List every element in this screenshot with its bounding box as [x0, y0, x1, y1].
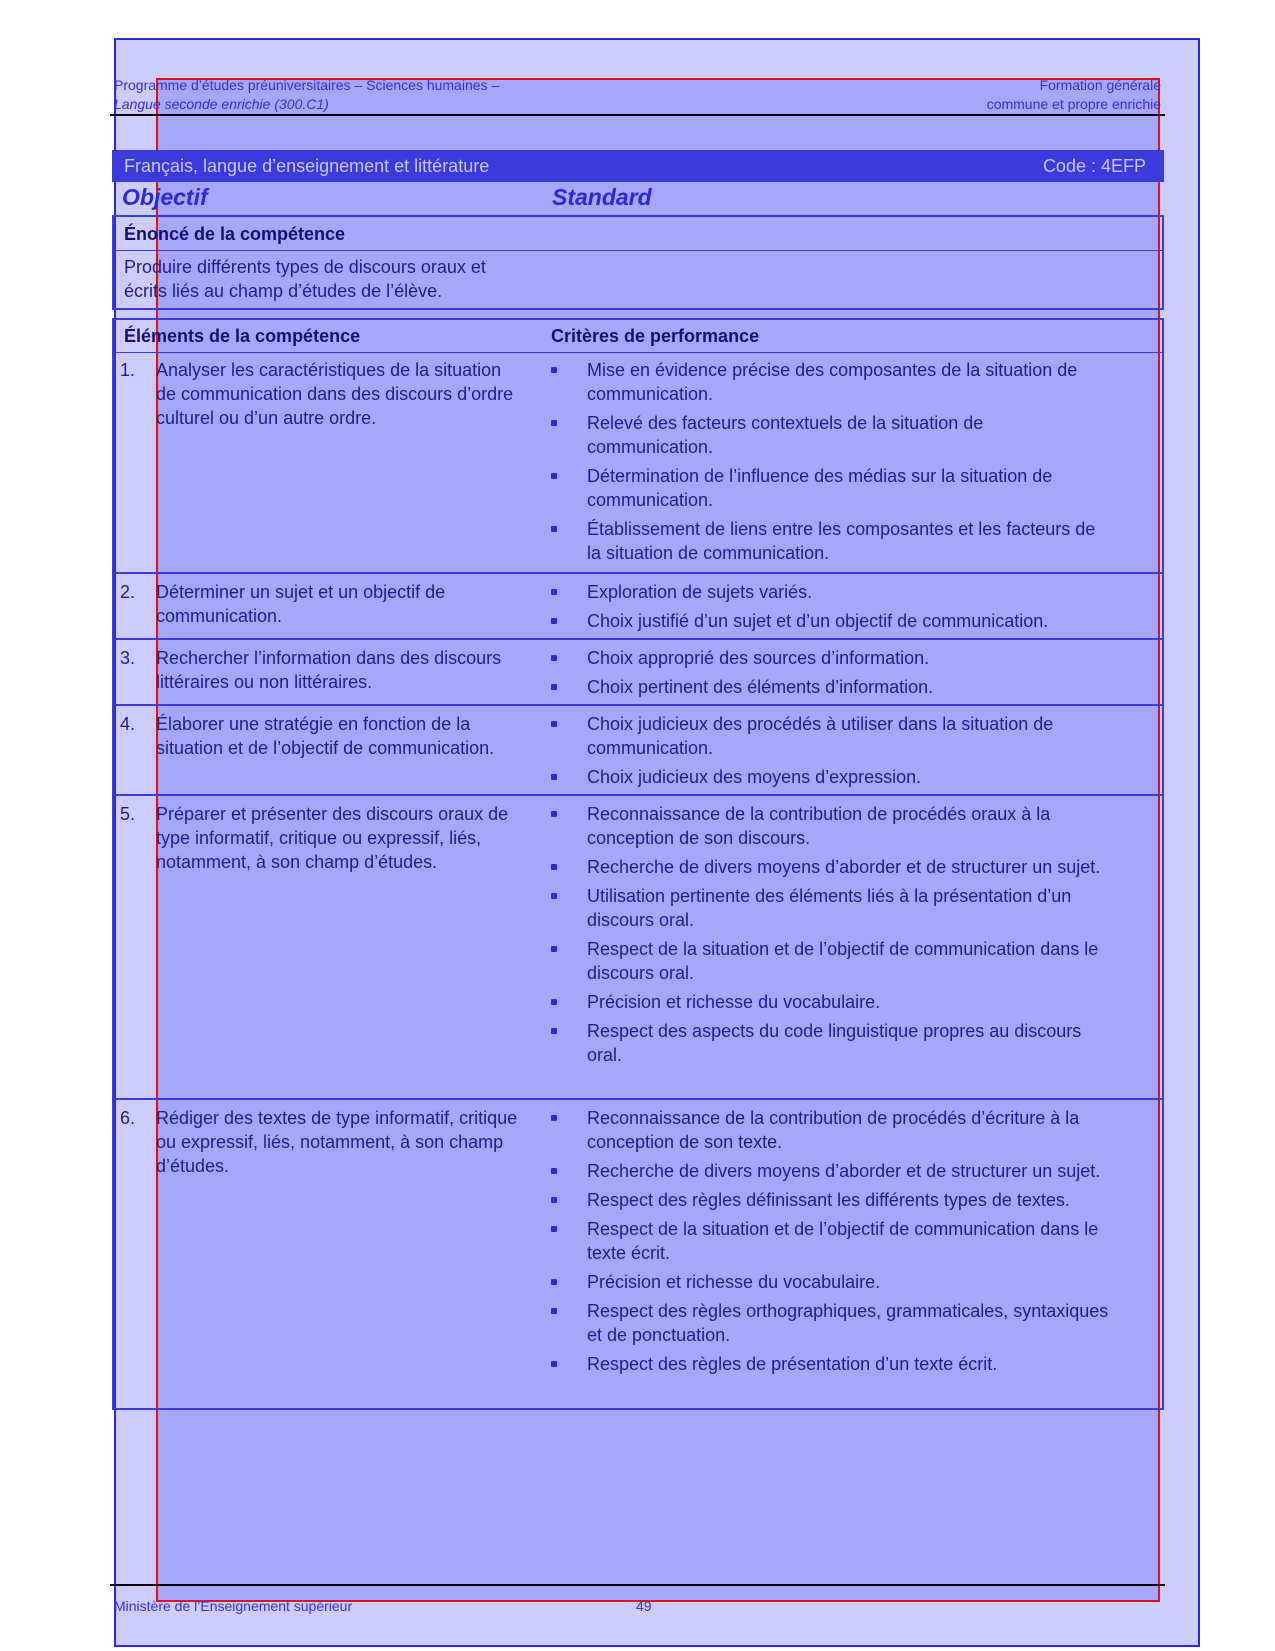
- criterion-item: Précision et richesse du vocabulaire.: [551, 990, 1111, 1014]
- bullet-icon: [551, 367, 557, 373]
- criterion-item: Respect des règles de présentation d’un texte écrit.: [551, 1352, 1111, 1376]
- bullet-icon: [551, 999, 557, 1005]
- element-text: Préparer et présenter des discours oraux de type informatif, critique ou expressif, liés, notamment, à son champ d’études.: [156, 804, 509, 872]
- element-text: Élaborer une stratégie en fonction de la situation et de l’objectif de communication.: [156, 714, 495, 758]
- enonce-divider: [114, 250, 1162, 251]
- bullet-icon: [551, 721, 557, 727]
- row-divider: [114, 1098, 1162, 1100]
- footer-rule: [110, 1584, 1165, 1586]
- footer-ministry: Ministère de l’Enseignement supérieur: [114, 1598, 353, 1614]
- criterion-item: Recherche de divers moyens d’aborder et de structurer un sujet.: [551, 1159, 1111, 1183]
- bullet-icon: [551, 526, 557, 532]
- course-title-bar: [112, 150, 1164, 182]
- header-rule: [110, 114, 1165, 116]
- element-number: 1.: [120, 360, 136, 380]
- criterion-item: Choix judicieux des procédés à utiliser dans la situation de communication.: [551, 712, 1111, 760]
- criterion-item: Recherche de divers moyens d’aborder et de structurer un sujet.: [551, 855, 1111, 879]
- criterion-item: Mise en évidence précise des composantes de la situation de communication.: [551, 358, 1111, 406]
- bullet-icon: [551, 1279, 557, 1285]
- bullet-icon: [551, 1028, 557, 1034]
- row-divider: [114, 572, 1162, 574]
- criterion-item: Choix pertinent des éléments d’information.: [551, 675, 1111, 699]
- competence-table: [112, 318, 1164, 1410]
- bullet-icon: [551, 811, 557, 817]
- footer-page-number: 49: [636, 1598, 652, 1614]
- criteria-list: [551, 712, 1111, 794]
- objectif-heading: Objectif: [122, 184, 208, 210]
- course-code: Code : 4EFP: [1042, 156, 1146, 176]
- bullet-icon: [551, 684, 557, 690]
- header-program-line: Programme d’études préuniversitaires – Sciences humaines –: [114, 77, 500, 93]
- bullet-icon: [551, 893, 557, 899]
- header-formation-line: Formation générale: [1039, 77, 1161, 93]
- criterion-item: Relevé des facteurs contextuels de la situation de communication.: [551, 411, 1111, 459]
- bullet-icon: [551, 1226, 557, 1232]
- bullet-icon: [551, 774, 557, 780]
- criterion-item: Reconnaissance de la contribution de procédés oraux à la conception de son discours.: [551, 802, 1111, 850]
- elements-heading: Éléments de la compétence: [124, 326, 361, 346]
- table-header-divider: [114, 352, 1162, 353]
- criterion-item: Respect de la situation et de l’objectif de communication dans le texte écrit.: [551, 1217, 1111, 1265]
- element-number: 2.: [120, 582, 136, 602]
- header-program-subline: Langue seconde enrichie (300.C1): [114, 96, 329, 112]
- criteria-list: [551, 1106, 1111, 1381]
- bullet-icon: [551, 420, 557, 426]
- criterion-item: Reconnaissance de la contribution de procédés d’écriture à la conception de son texte.: [551, 1106, 1111, 1154]
- element-text: Rédiger des textes de type informatif, critique ou expressif, liés, notamment, à son champ d’études.: [156, 1108, 518, 1176]
- row-divider: [114, 794, 1162, 796]
- criterion-item: Respect des aspects du code linguistique propres au discours oral.: [551, 1019, 1111, 1067]
- row-divider: [114, 704, 1162, 706]
- bullet-icon: [551, 1361, 557, 1367]
- bullet-icon: [551, 1197, 557, 1203]
- criterion-item: Choix approprié des sources d’information.: [551, 646, 1111, 670]
- bullet-icon: [551, 655, 557, 661]
- criteria-list: [551, 802, 1111, 1072]
- criterion-item: Établissement de liens entre les composantes et les facteurs de la situation de communication.: [551, 517, 1111, 565]
- element-text: Rechercher l’information dans des discours littéraires ou non littéraires.: [156, 648, 502, 692]
- bullet-icon: [551, 946, 557, 952]
- criterion-item: Exploration de sujets variés.: [551, 580, 1111, 604]
- element-number: 4.: [120, 714, 136, 734]
- element-number: 5.: [120, 804, 136, 824]
- enonce-text: Produire différents types de discours oraux et écrits liés au champ d’études de l’élève.: [124, 257, 486, 301]
- criterion-item: Respect des règles définissant les différents types de textes.: [551, 1188, 1111, 1212]
- element-text: Analyser les caractéristiques de la situation de communication dans des discours d’ordre culturel ou d’un autre ordre.: [156, 360, 514, 428]
- bullet-icon: [551, 1168, 557, 1174]
- criteria-list: [551, 580, 1111, 638]
- row-divider: [114, 638, 1162, 640]
- criterion-item: Choix justifié d’un sujet et d’un objectif de communication.: [551, 609, 1111, 633]
- criterion-item: Respect des règles orthographiques, grammaticales, syntaxiques et de ponctuation.: [551, 1299, 1111, 1347]
- element-text: Déterminer un sujet et un objectif de communication.: [156, 582, 446, 626]
- bullet-icon: [551, 589, 557, 595]
- bullet-icon: [551, 1115, 557, 1121]
- criteria-list: [551, 646, 1111, 704]
- criterion-item: Précision et richesse du vocabulaire.: [551, 1270, 1111, 1294]
- bullet-icon: [551, 1308, 557, 1314]
- standard-heading: Standard: [552, 184, 652, 210]
- criteres-heading: Critères de performance: [551, 326, 760, 346]
- criterion-item: Respect de la situation et de l’objectif de communication dans le discours oral.: [551, 937, 1111, 985]
- header-formation-subline: commune et propre enrichie: [986, 96, 1161, 112]
- element-number: 3.: [120, 648, 136, 668]
- course-title: Français, langue d’enseignement et littérature: [124, 156, 490, 176]
- criteria-list: [551, 358, 1111, 570]
- criterion-item: Choix judicieux des moyens d’expression.: [551, 765, 1111, 789]
- enonce-box: [112, 215, 1164, 310]
- bullet-icon: [551, 473, 557, 479]
- element-number: 6.: [120, 1108, 136, 1128]
- bullet-icon: [551, 618, 557, 624]
- criterion-item: Utilisation pertinente des éléments liés à la présentation d’un discours oral.: [551, 884, 1111, 932]
- enonce-heading: Énoncé de la compétence: [124, 224, 346, 244]
- criterion-item: Détermination de l’influence des médias sur la situation de communication.: [551, 464, 1111, 512]
- bullet-icon: [551, 864, 557, 870]
